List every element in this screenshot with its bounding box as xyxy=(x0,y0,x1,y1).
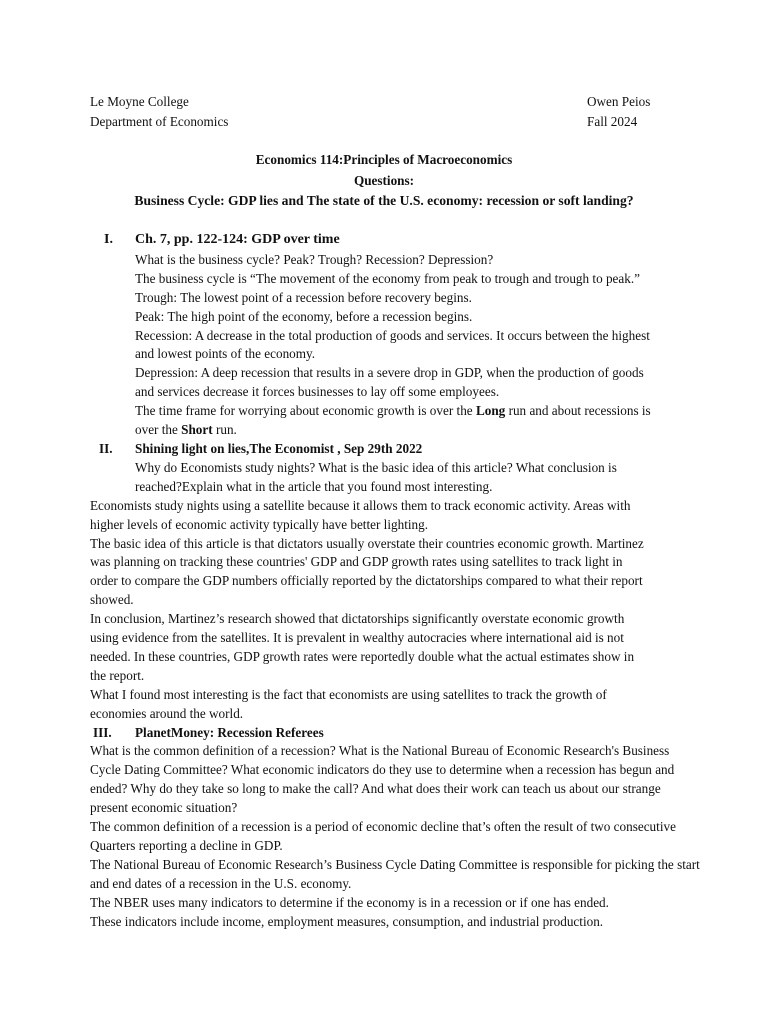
section-number: I. xyxy=(104,232,113,247)
body-line: using evidence from the satellites. It is prevalent in wealthy autocracies where international aid is not xyxy=(90,630,624,646)
body-line xyxy=(90,421,740,440)
section-1-question: What is the business cycle? Peak? Trough? Recession? Depression? xyxy=(135,251,494,267)
text-run: over the xyxy=(135,422,182,438)
body-line: Depression: A deep recession that results in a severe drop in GDP, when the production of goods xyxy=(135,365,644,381)
body-line: The National Bureau of Economic Research’s Business Cycle Dating Committee is responsible for picking the start xyxy=(90,856,700,872)
section-number: II. xyxy=(99,440,113,456)
section-number: III. xyxy=(93,724,112,740)
body-line: Trough: The lowest point of a recession before recovery begins. xyxy=(135,289,472,305)
term: Fall 2024 xyxy=(587,113,638,129)
body-line: the report. xyxy=(90,667,145,683)
questions-heading: Questions: xyxy=(353,172,415,188)
body-line: Recession: A decrease in the total production of goods and services. It occurs between the highest xyxy=(135,327,650,343)
body-line: Economists study nights using a satellite because it allows them to track economic activity. Areas with xyxy=(90,497,631,513)
text-run: run. xyxy=(212,422,237,438)
topic-title: Business Cycle: GDP lies and The state of the U.S. economy: recession or soft landing? xyxy=(134,193,634,208)
author-name: Owen Peios xyxy=(587,94,651,109)
document-body xyxy=(90,231,740,932)
section-3-heading xyxy=(90,724,740,743)
body-line: needed. In these countries, GDP growth rates were reportedly double what the actual estimates show in xyxy=(90,648,635,664)
section-title: PlanetMoney: Recession Referees xyxy=(135,724,324,740)
body-line: The basic idea of this article is that dictators usually overstate their countries economic growth. Martinez xyxy=(90,535,644,551)
section-2-question: Why do Economists study nights? What is the basic idea of this article? What conclusion is xyxy=(135,459,617,475)
body-line: was planning on tracking these countries' GDP and GDP growth rates using satellites to track light in xyxy=(90,554,623,570)
body-line: What I found most interesting is the fact that economists are using satellites to track the growth of xyxy=(90,686,607,702)
bold-term: Short xyxy=(181,422,213,438)
header-right xyxy=(587,92,650,131)
text-run: run and about recessions is xyxy=(505,403,651,419)
college-name: Le Moyne College xyxy=(90,94,189,109)
section-title: Shining light on lies,The Economist , Sep 29th 2022 xyxy=(135,440,423,456)
body-line: These indicators include income, employment measures, consumption, and industrial production. xyxy=(90,913,604,929)
body-line: higher levels of economic activity typically have better lighting. xyxy=(90,516,429,532)
body-line xyxy=(90,402,740,421)
body-line: showed. xyxy=(90,592,134,608)
body-line: The common definition of a recession is a period of economic decline that’s often the result of two consecutive xyxy=(90,819,676,835)
body-line: The business cycle is “The movement of the economy from peak to trough and trough to peak.” xyxy=(135,270,641,286)
body-line: and lowest points of the economy. xyxy=(135,346,316,362)
course-title: Economics 114:Principles of Macroeconomics xyxy=(255,152,513,167)
body-line: order to compare the GDP numbers officially reported by the dictatorships compared to what their report xyxy=(90,573,643,589)
section-3-question: Cycle Dating Committee? What economic indicators do they use to determine when a recession has begun and xyxy=(90,762,675,778)
body-line: Peak: The high point of the economy, before a recession begins. xyxy=(135,308,473,324)
body-line: and end dates of a recession in the U.S. economy. xyxy=(90,875,352,891)
body-line: The NBER uses many indicators to determine if the economy is in a recession or if one has ended. xyxy=(90,894,609,910)
bold-term: Long xyxy=(475,403,506,419)
body-line: In conclusion, Martinez’s research showed that dictatorships significantly overstate economic growth xyxy=(90,611,625,627)
section-3-question: What is the common definition of a recession? What is the National Bureau of Economic Research's Business xyxy=(90,743,670,759)
header-left xyxy=(90,92,228,131)
section-2-question: reached?Explain what in the article that you found most interesting. xyxy=(135,478,493,494)
body-line: and services decrease it forces businesses to lay off some employees. xyxy=(135,384,500,400)
section-1-heading xyxy=(90,231,740,250)
body-line: Quarters reporting a decline in GDP. xyxy=(90,838,283,853)
section-3-question: present economic situation? xyxy=(90,800,238,816)
section-title: Ch. 7, pp. 122-124: GDP over time xyxy=(135,232,340,247)
text-run: The time frame for worrying about economic growth is over the xyxy=(135,403,476,419)
title-block xyxy=(0,150,768,212)
section-3-question: ended? Why do they take so long to make the call? And what does their work can teach us about our strange xyxy=(90,781,661,797)
body-line: economies around the world. xyxy=(90,705,244,721)
department-name: Department of Economics xyxy=(90,113,229,129)
section-2-heading xyxy=(90,440,740,459)
